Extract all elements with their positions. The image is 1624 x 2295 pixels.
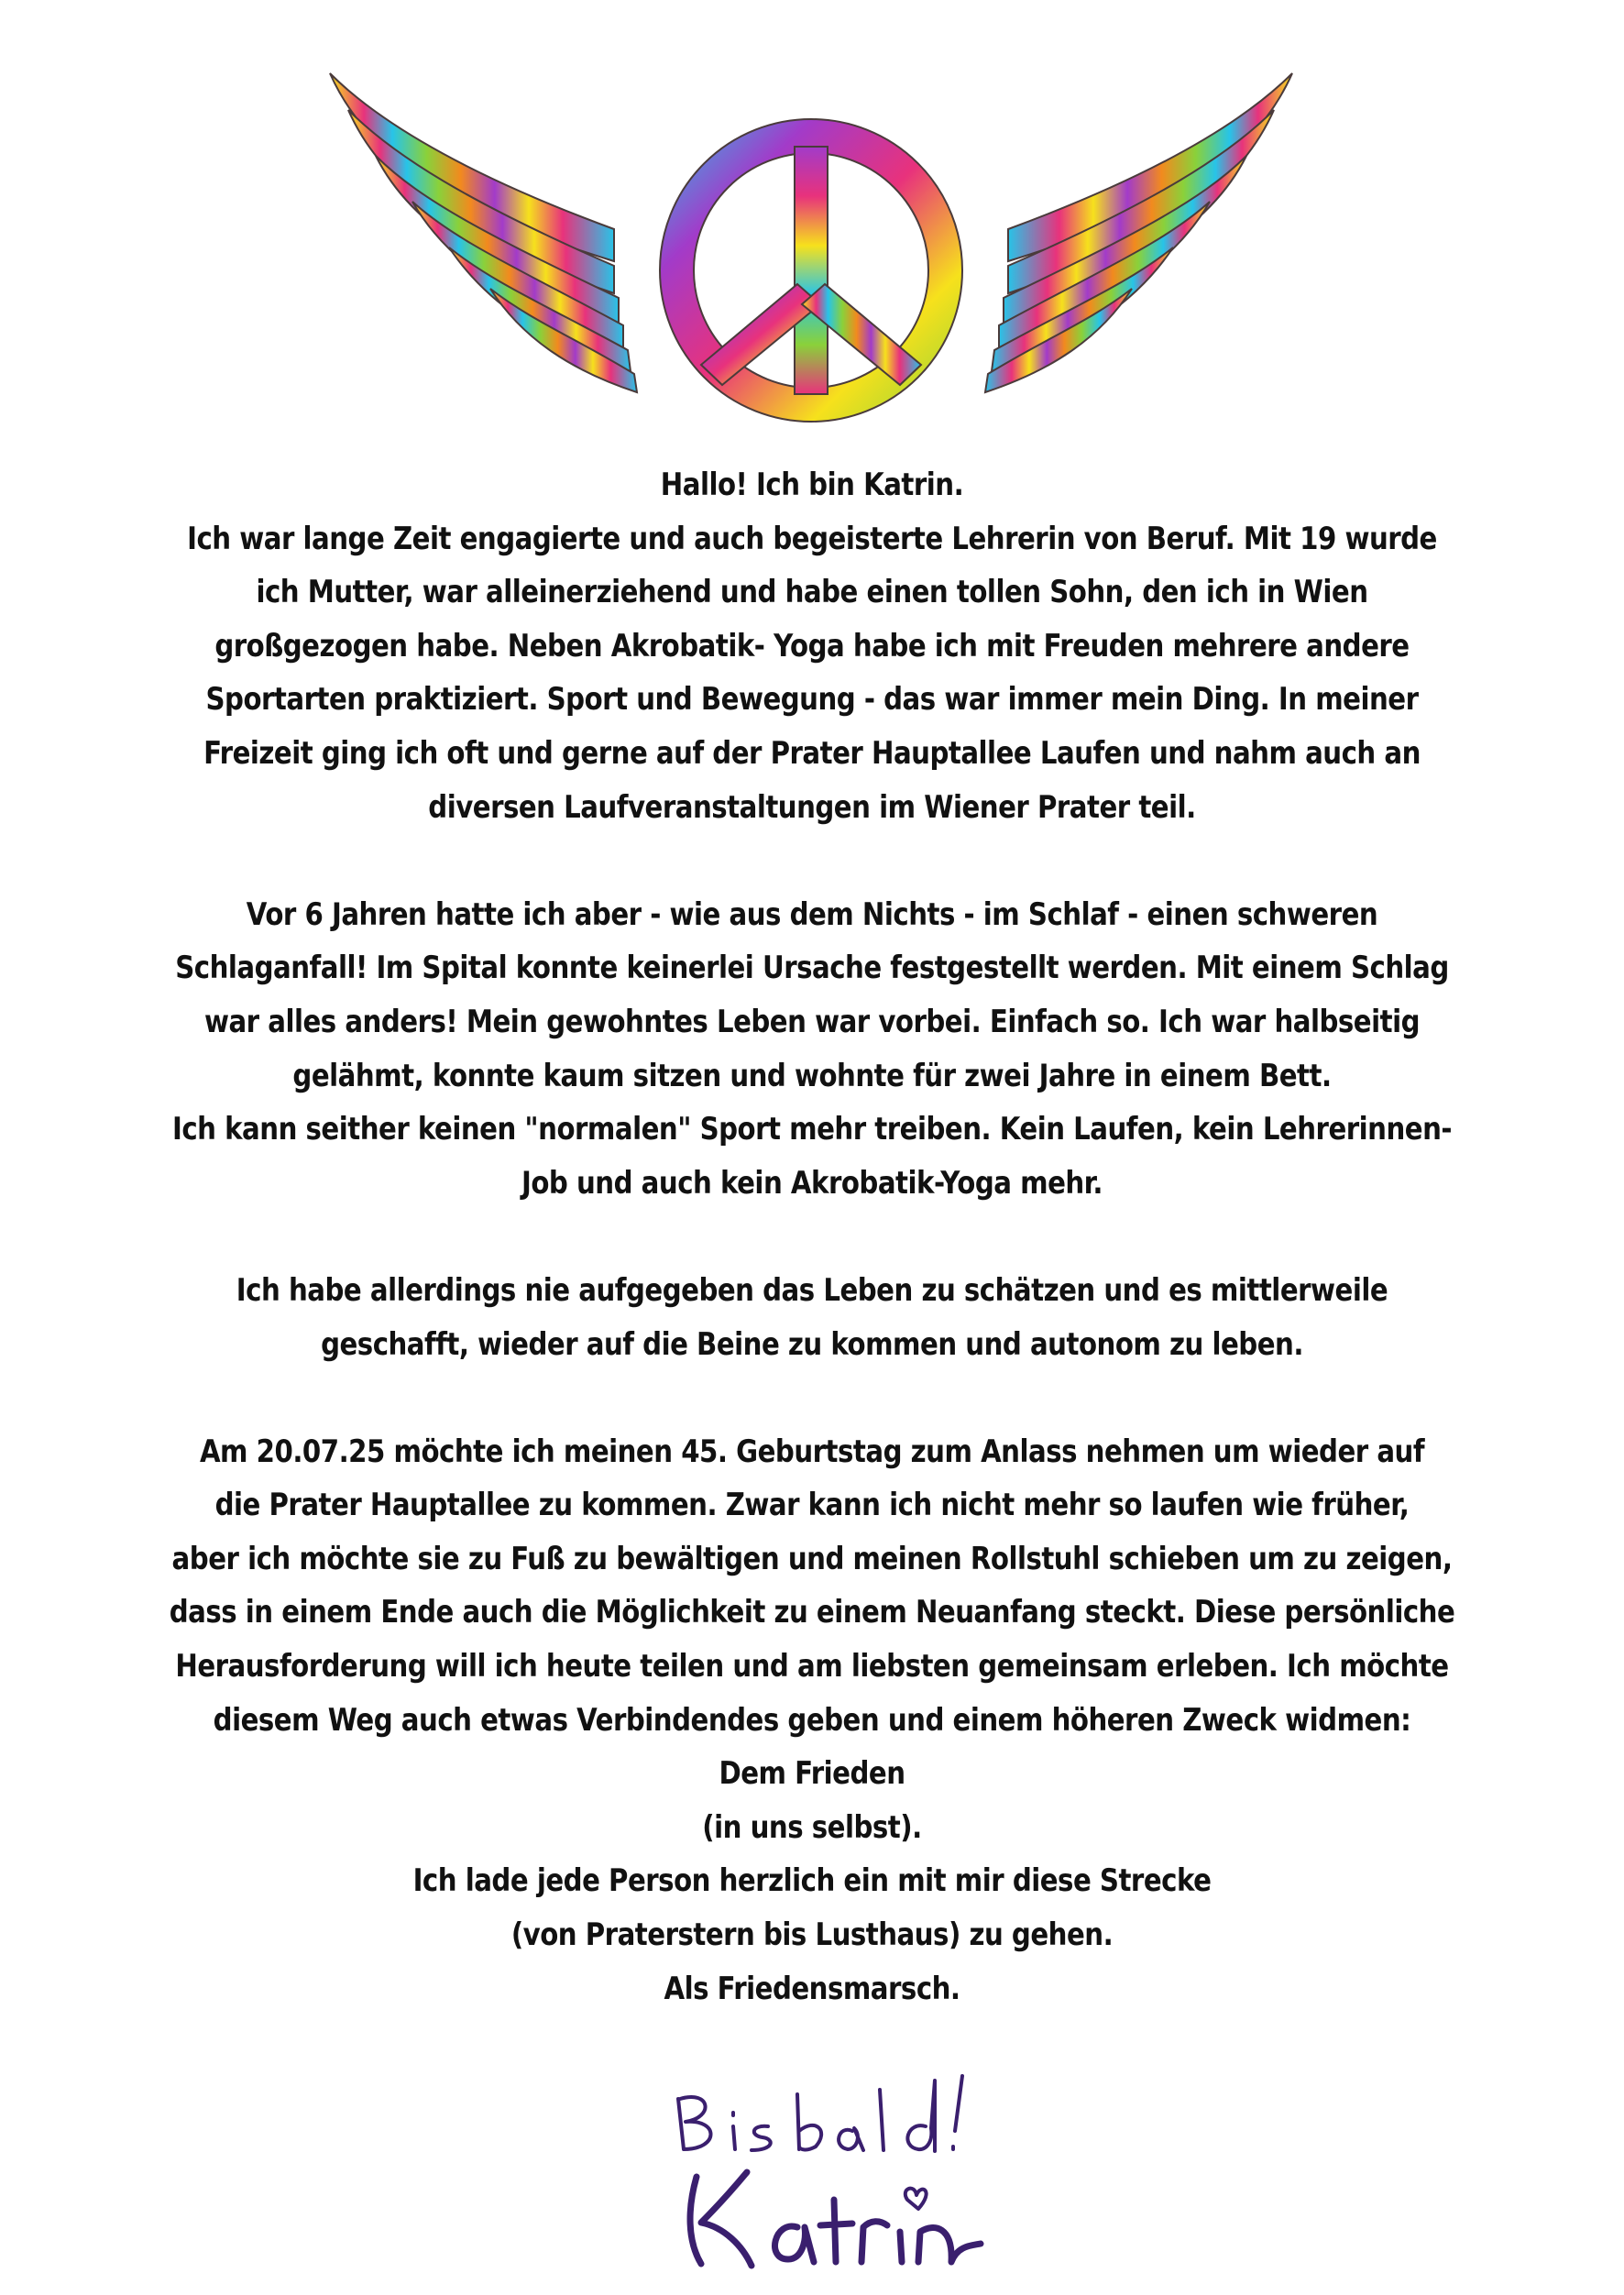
text-line: Am 20.07.25 möchte ich meinen 45. Geburtstag zum Anlass nehmen um wieder auf (199, 1433, 1425, 1470)
text-line: geschafft, wieder auf die Beine zu kommen und autonom zu leben. (321, 1325, 1303, 1363)
text-line: diesem Weg auch etwas Verbindendes geben und einem höheren Zweck widmen: (213, 1701, 1411, 1739)
text-line: Herausforderung will ich heute teilen und am liebsten gemeinsam erleben. Ich möchte (175, 1648, 1449, 1686)
text-line: war alles anders! Mein gewohntes Leben war vorbei. Einfach so. Ich war halbseitig (203, 1003, 1421, 1040)
signature-greeting (678, 2076, 962, 2151)
text-line: Ich kann seither keinen "normalen" Sport mehr treiben. Kein Laufen, kein Lehrerinnen- (171, 1111, 1453, 1148)
signature-name (690, 2172, 981, 2266)
text-line: Ich lade jede Person herzlich ein mit mir diese Strecke (412, 1862, 1212, 1900)
text-line: Vor 6 Jahren hatte ich aber - wie aus dem Nichts - im Schlaf - einen schweren (246, 895, 1378, 933)
paragraph-gap (27, 834, 1596, 888)
text-line: Ich war lange Zeit engagierte und auch begeisterte Lehrerin von Beruf. Mit 19 wurde (187, 520, 1437, 557)
recovery-paragraph (27, 1264, 1596, 1371)
text-line: Job und auch kein Akrobatik-Yoga mehr. (521, 1164, 1103, 1202)
paragraph-gap (27, 1371, 1596, 1425)
paragraph-gap (27, 1210, 1596, 1264)
stroke-paragraph (27, 888, 1596, 1211)
invitation-paragraph (27, 1425, 1596, 2016)
text-line: gelähmt, konnte kaum sitzen und wohnte für zwei Jahre in einem Bett. (292, 1057, 1332, 1094)
text-line: dass in einem Ende auch die Möglichkeit zu einem Neuanfang steckt. Diese persönliche (169, 1594, 1455, 1631)
letter-body (27, 458, 1596, 2015)
winged-peace-sign-icon (312, 55, 1311, 449)
text-line: Dem Frieden (719, 1755, 905, 1793)
right-wing (985, 73, 1292, 392)
text-line: Sportarten praktiziert. Sport und Bewegung - das war immer mein Ding. In meiner (205, 681, 1419, 719)
text-line: aber ich möchte sie zu Fuß zu bewältigen und meinen Rollstuhl schieben um zu zeigen, (171, 1540, 1453, 1577)
left-wing (330, 73, 637, 392)
text-line: Freizeit ging ich oft und gerne auf der Prater Hauptallee Laufen und nahm auch an (203, 734, 1421, 772)
text-line: (von Praterstern bis Lusthaus) zu gehen. (510, 1916, 1114, 1954)
greeting-line: Hallo! Ich bin Katrin. (660, 467, 964, 503)
text-line: großgezogen habe. Neben Akrobatik- Yoga habe ich mit Freuden mehrere andere (214, 627, 1410, 664)
text-line: ich Mutter, war alleinerziehend und habe einen tollen Sohn, den ich in Wien (256, 574, 1368, 611)
text-line: diversen Laufveranstaltungen im Wiener Prater teil. (428, 788, 1196, 826)
text-line: Ich habe allerdings nie aufgegeben das Leben zu schätzen und es mittlerweile (236, 1271, 1388, 1309)
text-line: Schlaganfall! Im Spital konnte keinerlei Ursache festgestellt werden. Mit einem Schlag (175, 950, 1449, 987)
text-line: Als Friedensmarsch. (664, 1970, 960, 2007)
text-line: die Prater Hauptallee zu kommen. Zwar kann ich nicht mehr so laufen wie früher, (214, 1487, 1410, 1524)
text-line: (in uns selbst). (702, 1808, 922, 1846)
intro-paragraph (27, 458, 1596, 834)
peace-sign (660, 119, 962, 422)
handwritten-signature (660, 2062, 990, 2273)
